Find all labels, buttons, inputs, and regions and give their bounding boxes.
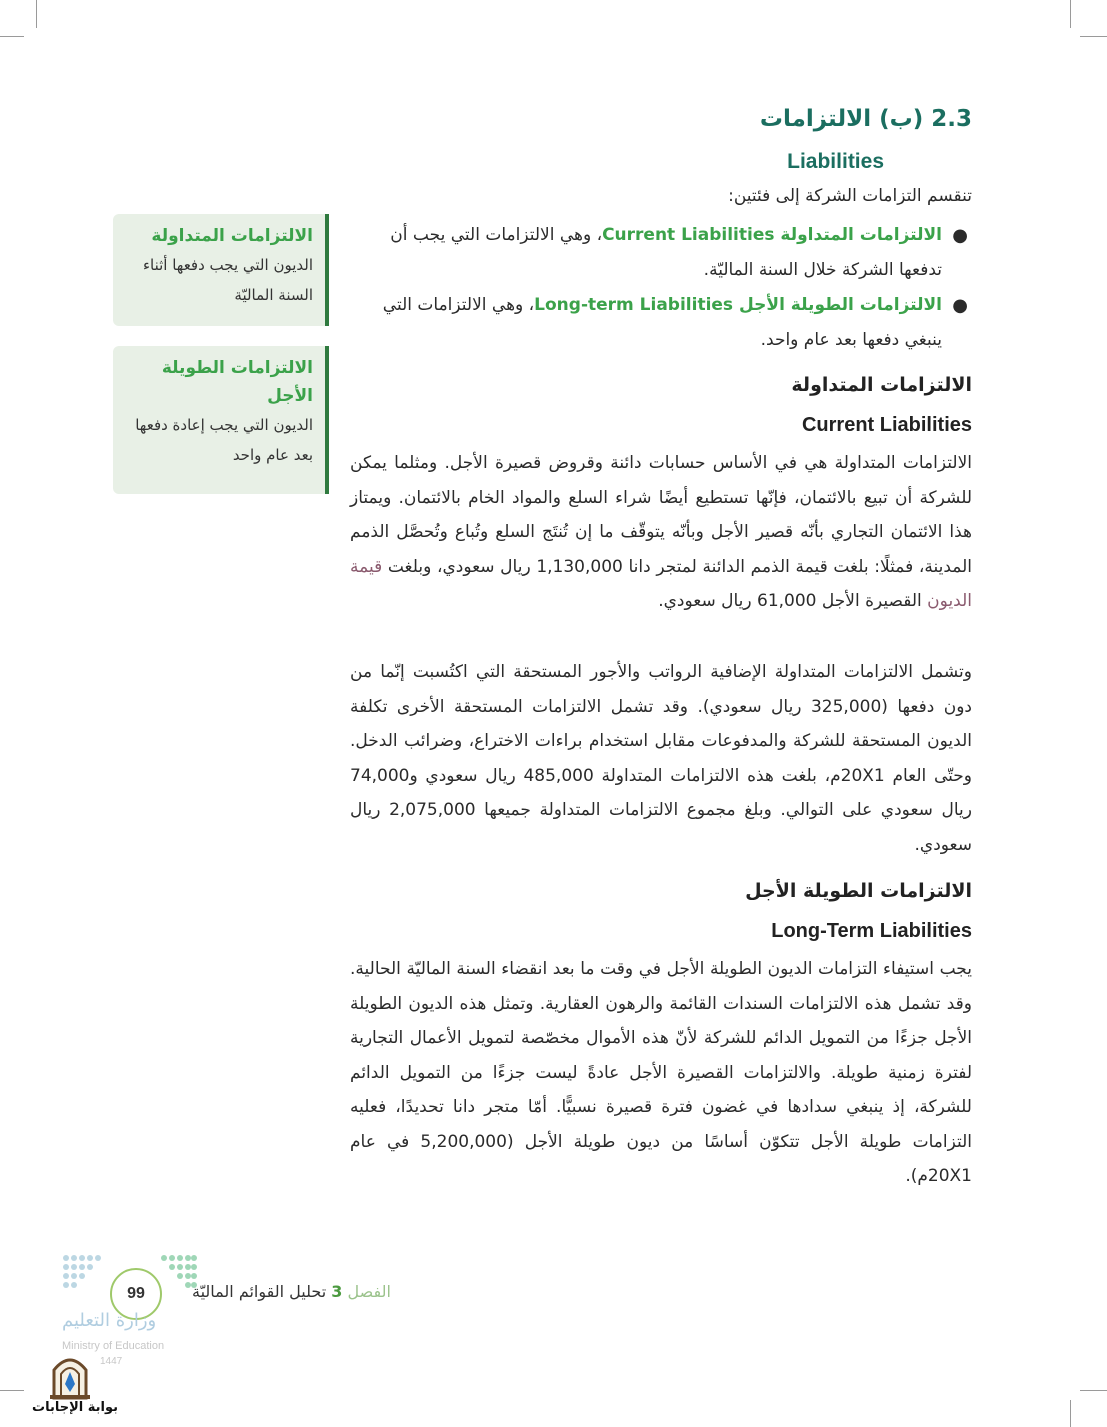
term-current: الالتزامات المتداولة Current Liabilities (602, 225, 942, 245)
text-run: القصيرة الأجل 61,000 ريال سعودي. (658, 591, 928, 611)
intro-text: تنقسم التزامات الشركة إلى فئتين: (728, 186, 972, 206)
list-item (352, 218, 972, 288)
crop-mark (36, 0, 37, 28)
crop-mark (1080, 1390, 1107, 1391)
mosque-logo-icon (46, 1348, 94, 1400)
crop-mark (0, 1390, 24, 1391)
current-paragraph-2: وتشمل الالتزامات المتداولة الإضافية الرواتب والأجور المستحقة التي اكتُسبت إنّما من دون دفعها (325,000 ريال سعودي). وقد تشمل الالتزامات المستحقة الأخرى تكلفة الديون المستحقة للشركة والمدفوعات مقابل استخدام براءات الاختراع، وضرائب الدخل. وحتّى العام 20X1م، بلغت هذه الالتزامات المتداولة 485,000 ريال سعودي و74,000 ريال سعودي على التوالي. وبلغ مجموع الالتزامات المتداولة جميعها 2,075,000 ريال سعودي. (350, 662, 973, 855)
current-title-en: Current Liabilities (801, 414, 972, 436)
page-number: 99 (110, 1268, 162, 1320)
chapter-title: تحليل القوائم الماليّة (192, 1282, 327, 1301)
glossary-definition: الديون التي يجب إعادة دفعها بعد عام واحد (135, 416, 313, 464)
section-heading-en: Liabilities (787, 150, 884, 173)
crop-mark (1070, 1400, 1071, 1427)
chapter-footer (192, 1282, 391, 1301)
longterm-title: الالتزامات الطويلة الأجل (745, 880, 972, 902)
ministry-name-ar: وزارة التعليم (62, 1310, 157, 1331)
section-heading: 2.3 (ب) الالتزامات (759, 106, 972, 132)
crop-mark (0, 36, 24, 37)
term-longterm: الالتزامات الطويلة الأجل Long-term Liabilities (534, 295, 942, 315)
ministry-year: 1447 (100, 1356, 123, 1367)
current-paragraph-1 (350, 446, 972, 619)
crop-mark (1080, 36, 1107, 37)
longterm-paragraph: يجب استيفاء التزامات الديون الطويلة الأجل في وقت ما بعد انقضاء السنة الماليّة الحالية. وقد تشمل هذه الالتزامات السندات القائمة والرهون العقارية. وتمثل هذه الديون الطويلة الأجل جزءًا من التمويل الدائم للشركة لأنّ هذه الأموال مخصّصة لتمويل الأعمال التجارية لفترة زمنية طويلة. والالتزامات القصيرة الأجل عادةً ليست جزءًا من التمويل الدائم للشركة، إذ ينبغي سدادها في غضون فترة قصيرة نسبيًّا. أمّا متجر دانا تحديدًا، فعليه التزامات طويلة الأجل تتكوّن أساسًا من ديون طويلة الأجل (5,200,000 في عام 20X1م). (350, 959, 973, 1186)
text-run: الالتزامات المتداولة هي في الأساس حسابات دائنة وقروض قصيرة الأجل. ومثلما يمكن للشركة أن تبيع بالائتمان، فإنّها تستطيع أيضًا شراء السلع والمواد الخام بالائتمان. ويمتاز هذا الائتمان التجاري بأنّه قصير الأجل وبأنّه يتوقّف ما إن تُنتَج السلع وتُباع وتُحصَّل الذمم المدينة، فمثلًا: بلغت قيمة الذمم الدائنة لمتجر دانا 1,130,000 ريال سعودي، وبلغت (350, 453, 972, 577)
current-title: الالتزامات المتداولة (791, 374, 972, 396)
glossary-box (113, 346, 329, 494)
glossary-term: الالتزامات المتداولة (151, 226, 313, 246)
chapter-label: الفصل (347, 1282, 391, 1301)
bullet-icon: ● (952, 225, 968, 246)
glossary-box (113, 214, 329, 326)
bullet-text: ، وهي الالتزامات التي يجب أن تدفعها الشركة خلال السنة الماليّة. (390, 225, 942, 280)
liabilities-list (352, 218, 972, 358)
ministry-name-en: Ministry of Education (62, 1340, 165, 1352)
highlight-text: قيمة الديون (350, 556, 972, 611)
watermark-text: بوابة الإجابات (32, 1400, 118, 1415)
bullet-icon: ● (952, 295, 968, 316)
list-item (352, 288, 972, 358)
longterm-title-en: Long-Term Liabilities (771, 920, 972, 942)
glossary-definition: الديون التي يجب دفعها أثناء السنة الماليّة (142, 256, 313, 304)
glossary-term: الالتزامات الطويلة الأجل (161, 358, 313, 406)
chapter-number: 3 (331, 1282, 343, 1301)
bullet-text: ، وهي الالتزامات التي ينبغي دفعها بعد عام واحد. (382, 295, 942, 350)
crop-mark (1070, 0, 1071, 28)
